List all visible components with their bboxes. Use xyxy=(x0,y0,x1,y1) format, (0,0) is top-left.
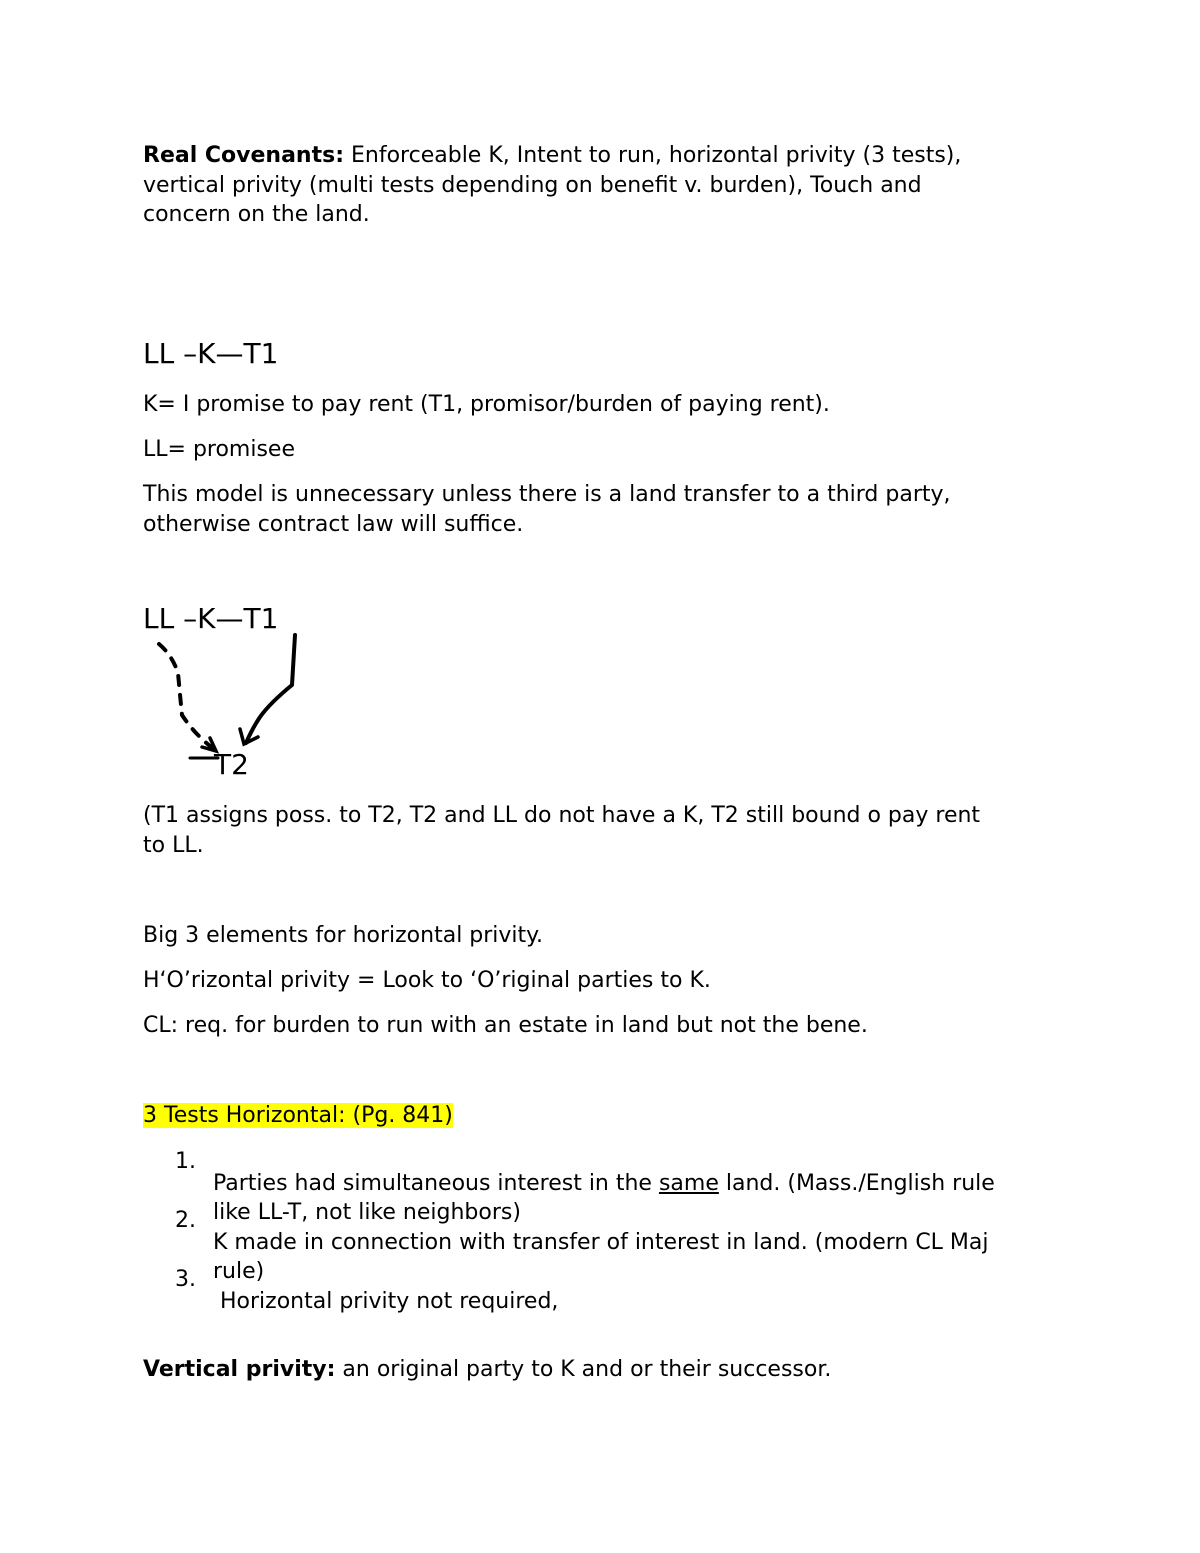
model1-note-line-2: otherwise contract law will suffice. xyxy=(143,512,524,537)
horizontal-mnemonic: H‘O’rizontal privity = Look to ‘O’riginal parties to K. xyxy=(143,968,711,993)
test-1-line-2: like LL-T, not like neighbors) xyxy=(213,1200,521,1225)
ll-definition: LL= promisee xyxy=(143,437,296,462)
real-covenants-text-1: Enforceable K, Intent to run, horizontal privity (3 tests), xyxy=(344,143,962,168)
test-2-number: 2. xyxy=(175,1208,196,1233)
vertical-privity-line xyxy=(143,1355,831,1385)
model2-caption-line-1: (T1 assigns poss. to T2, T2 and LL do not have a K, T2 still bound o pay rent xyxy=(143,803,981,828)
test-3-line-1: Horizontal privity not required, xyxy=(213,1289,559,1314)
test-1-underlined-same: same xyxy=(658,1171,719,1196)
test-1-number: 1. xyxy=(175,1149,196,1174)
model1-heading: LL –K—T1 xyxy=(143,337,279,370)
model1-note-line-1: This model is unnecessary unless there is a land transfer to a third party, xyxy=(143,482,951,507)
k-definition: K= I promise to pay rent (T1, promisor/burden of paying rent). xyxy=(143,392,830,417)
real-covenants-label: Real Covenants: xyxy=(143,143,345,168)
t1-to-t2-solid-arrow xyxy=(246,635,295,743)
tests-heading xyxy=(143,1101,453,1131)
real-covenants-line-3: concern on the land. xyxy=(143,202,370,227)
model2-caption-line-2: to LL. xyxy=(143,833,204,858)
ll-to-t2-dashed-arrow xyxy=(159,644,215,750)
real-covenants-line-2: vertical privity (multi tests depending on benefit v. burden), Touch and xyxy=(143,173,922,198)
t2-label: T2 xyxy=(214,748,249,781)
real-covenants-line-1 xyxy=(143,141,961,171)
vertical-privity-text: an original party to K and or their successor. xyxy=(335,1357,832,1382)
test-1-line-1 xyxy=(213,1169,995,1199)
model2-heading: LL –K—T1 xyxy=(143,602,279,635)
test-2-line-2: rule) xyxy=(213,1259,265,1284)
vertical-privity-label: Vertical privity: xyxy=(143,1357,336,1382)
big3-elements: Big 3 elements for horizontal privity. xyxy=(143,923,544,948)
test-1-text-b: land. (Mass./English rule xyxy=(718,1171,995,1196)
test-1-text-a: Parties had simultaneous interest in the xyxy=(213,1171,659,1196)
test-2-line-1: K made in connection with transfer of interest in land. (modern CL Maj xyxy=(213,1230,989,1255)
test-3-number: 3. xyxy=(175,1267,196,1292)
cl-rule: CL: req. for burden to run with an estate in land but not the bene. xyxy=(143,1013,868,1038)
tests-heading-highlight: 3 Tests Horizontal: (Pg. 841) xyxy=(143,1103,453,1128)
